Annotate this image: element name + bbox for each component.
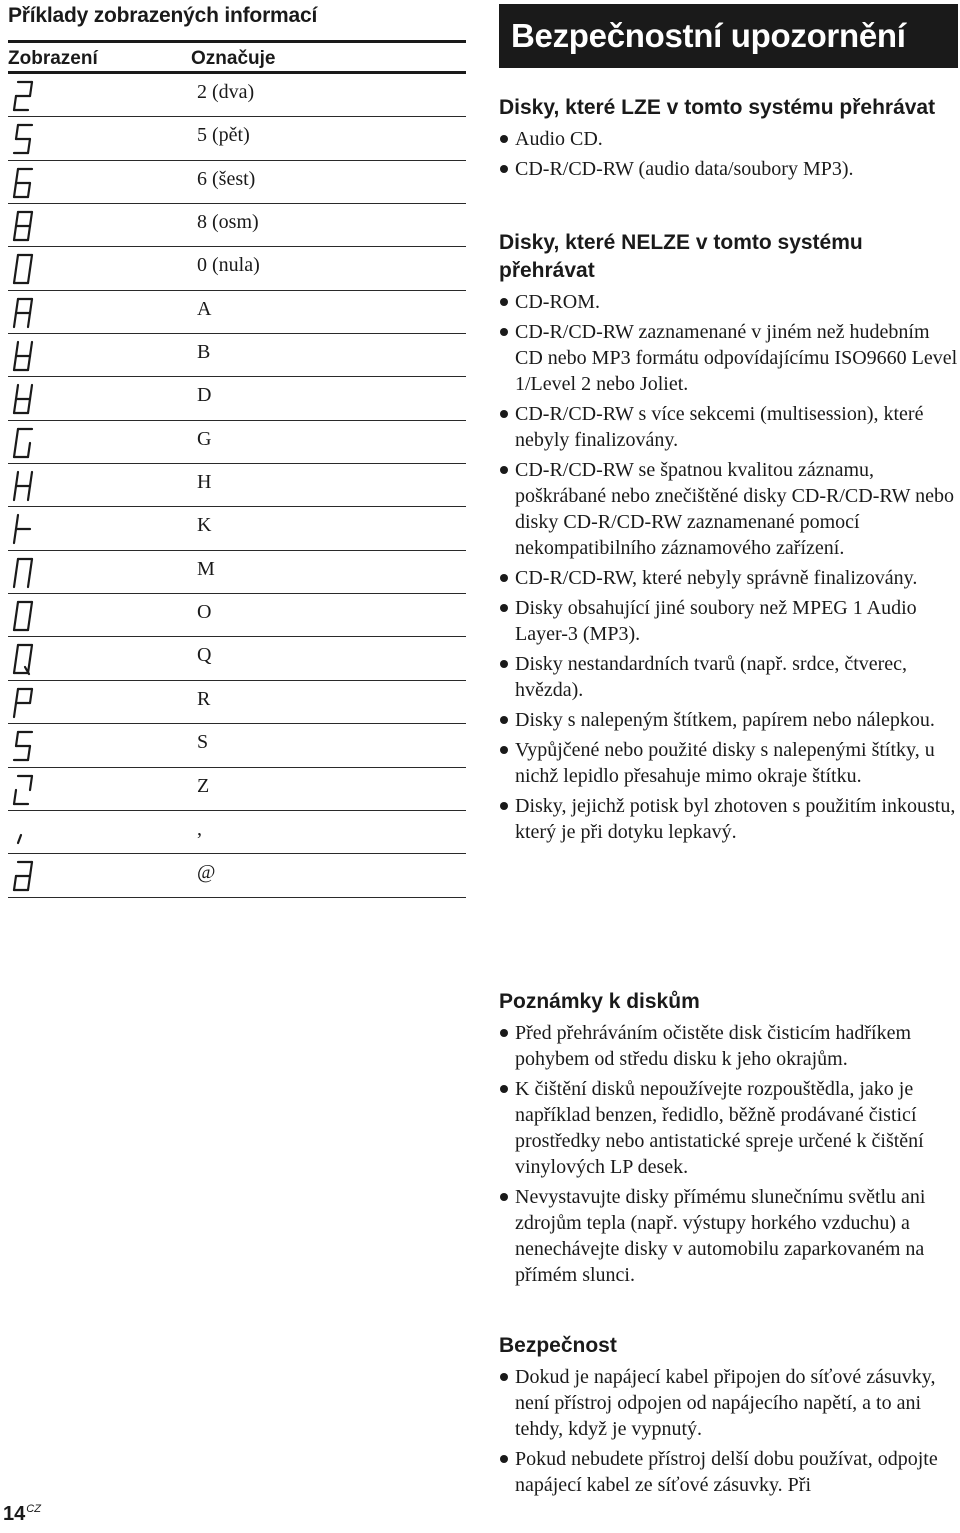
table-header — [8, 40, 466, 74]
table-row — [8, 681, 466, 724]
segment-display-glyph — [12, 383, 34, 415]
table-row — [8, 421, 466, 464]
list-item: Disky nestandardních tvarů (např. srdce, čtverec, hvězda). — [499, 651, 958, 703]
table-row — [8, 377, 466, 420]
segment-display-glyph — [12, 774, 34, 806]
bullet-list — [499, 1020, 958, 1288]
row-meaning: O — [197, 601, 212, 624]
row-meaning: G — [197, 427, 212, 450]
segment-display-glyph — [12, 513, 34, 545]
segment-display-glyph — [12, 427, 34, 459]
display-table — [8, 74, 466, 898]
table-row — [8, 161, 466, 204]
header-display: Zobrazení — [8, 48, 98, 69]
left-title: Příklady zobrazených informací — [8, 4, 318, 27]
table-row — [8, 291, 466, 334]
segment-display-glyph — [12, 297, 34, 329]
row-meaning: 2 (dva) — [197, 81, 255, 103]
row-meaning: D — [197, 384, 212, 407]
segment-display-glyph — [12, 80, 34, 112]
list-item: Disky obsahující jiné soubory než MPEG 1 Audio Layer-3 (MP3). — [499, 595, 958, 647]
bullet-list — [499, 126, 958, 182]
section-title: Disky, které NELZE v tomto systému přehrávat — [499, 231, 863, 282]
list-item: Disky, jejichž potisk byl zhotoven s použitím inkoustu, který je při dotyku lepkavý. — [499, 793, 958, 845]
row-meaning: 6 (šest) — [197, 167, 256, 190]
section-title: Poznámky k diskům — [499, 990, 700, 1013]
table-row — [8, 637, 466, 680]
table-row — [8, 551, 466, 594]
segment-display-glyph — [12, 123, 34, 155]
bullet-list — [499, 1364, 958, 1498]
section-title: Disky, které LZE v tomto systému přehrávat — [499, 96, 936, 119]
segment-display-glyph — [12, 253, 34, 285]
list-item: Před přehráváním očistěte disk čisticím hadříkem pohybem od středu disku k jeho okrajům. — [499, 1020, 958, 1072]
list-item: CD-R/CD-RW (audio data/soubory MP3). — [499, 156, 958, 182]
bullet-list — [499, 289, 958, 845]
list-item: CD-R/CD-RW s více sekcemi (multisession), které nebyly finalizovány. — [499, 401, 958, 453]
section-disc-notes — [499, 988, 958, 1292]
table-row — [8, 854, 466, 897]
table-row — [8, 74, 466, 117]
row-meaning: H — [197, 471, 212, 494]
table-row — [8, 811, 466, 854]
section-safety — [499, 1332, 958, 1502]
page-number-value: 14 — [3, 1503, 26, 1525]
segment-display-glyph — [12, 687, 34, 719]
segment-display-glyph — [12, 167, 34, 199]
row-meaning: 0 (nula) — [197, 254, 260, 277]
list-item: Audio CD. — [499, 126, 958, 152]
section-title: Bezpečnost — [499, 1334, 617, 1357]
section-playable — [499, 94, 958, 186]
segment-display-glyph — [12, 470, 34, 502]
segment-display-glyph — [12, 860, 34, 892]
table-row — [8, 247, 466, 290]
segment-display-glyph — [12, 600, 34, 632]
table-row — [8, 464, 466, 507]
table-row — [8, 507, 466, 550]
page-language: CZ — [26, 1503, 41, 1516]
list-item: Vypůjčené nebo použité disky s nalepenými štítky, u nichž lepidlo přesahuje mimo okraje štítku. — [499, 737, 958, 789]
row-meaning: Q — [197, 644, 212, 667]
list-item: Pokud nebudete přístroj delší dobu používat, odpojte napájecí kabel ze síťové zásuvky. Při — [499, 1446, 958, 1498]
table-row — [8, 204, 466, 247]
segment-display-glyph — [12, 340, 34, 372]
row-meaning: Z — [197, 774, 210, 797]
list-item: K čištění disků nepoužívejte rozpouštědla, jako je například benzen, ředidlo, běžně prodávané čisticí prostředky nebo antistatické spreje určené k čištění vinylových LP desek. — [499, 1076, 958, 1180]
list-item: CD-R/CD-RW zaznamenané v jiném než hudebním CD nebo MP3 formátu odpovídajícímu ISO9660 Level 1/Level 2 nebo Joliet. — [499, 319, 958, 397]
table-row — [8, 334, 466, 377]
table-row — [8, 117, 466, 160]
page-number — [3, 1503, 41, 1526]
banner-title: Bezpečnostní upozornění — [511, 17, 906, 54]
row-meaning: B — [197, 341, 211, 364]
list-item: Disky s nalepeným štítkem, papírem nebo nálepkou. — [499, 707, 958, 733]
row-meaning: @ — [197, 861, 216, 884]
row-meaning: S — [197, 731, 209, 754]
list-item: CD-R/CD-RW se špatnou kvalitou záznamu, poškrábané nebo znečištěné disky CD-R/CD-RW nebo disky CD-R/CD-RW zaznamenané pomocí nekompatibilního záznamového zařízení. — [499, 457, 958, 561]
header-meaning: Označuje — [191, 48, 276, 69]
row-meaning: R — [197, 687, 211, 710]
list-item: CD-R/CD-RW, které nebyly správně finalizovány. — [499, 565, 958, 591]
table-row — [8, 594, 466, 637]
table-row — [8, 724, 466, 767]
segment-display-glyph — [12, 210, 34, 242]
segment-display-glyph — [12, 730, 34, 762]
row-meaning: 8 (osm) — [197, 211, 259, 234]
segment-display-glyph — [12, 817, 34, 849]
section-banner — [499, 4, 958, 68]
table-row — [8, 768, 466, 811]
section-not-playable — [499, 229, 958, 849]
row-meaning: 5 (pět) — [197, 124, 250, 147]
segment-display-glyph — [12, 557, 34, 589]
row-meaning: K — [197, 514, 212, 537]
list-item: Nevystavujte disky přímému slunečnímu světlu ani zdrojům tepla (např. výstupy horkého vzduchu) a nenechávejte disky v automobilu zaparkovaném na přímém slunci. — [499, 1184, 958, 1288]
row-meaning: , — [197, 817, 202, 840]
list-item: CD-ROM. — [499, 289, 958, 315]
list-item: Dokud je napájecí kabel připojen do síťové zásuvky, není přístroj odpojen od napájecího napětí, a to ani tehdy, když je vypnutý. — [499, 1364, 958, 1442]
row-meaning: M — [197, 557, 215, 580]
row-meaning: A — [197, 297, 212, 320]
segment-display-glyph — [12, 643, 34, 675]
